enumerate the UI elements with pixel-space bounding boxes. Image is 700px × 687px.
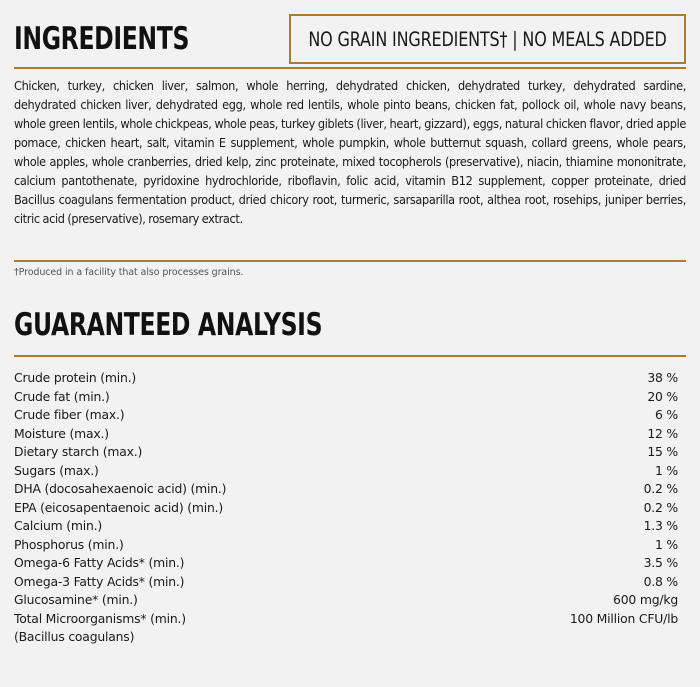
analysis-row — [14, 369, 678, 388]
nutrient-label: Moisture (max.) — [14, 425, 109, 441]
nutrient-label: Total Microorganisms* (min.) (Bacillus coagulans) — [14, 610, 186, 644]
divider-rule — [14, 67, 686, 69]
nutrient-value: 6 % — [655, 407, 678, 422]
nutrient-value: 12 % — [647, 425, 678, 441]
guaranteed-analysis-heading: GUARANTEED ANALYSIS — [14, 307, 323, 343]
analysis-row — [14, 573, 678, 592]
nutrient-label: Crude fiber (max.) — [14, 407, 125, 422]
analysis-row — [14, 406, 678, 425]
divider-rule — [14, 355, 686, 357]
analysis-row — [14, 517, 678, 536]
nutrient-value: 1 % — [655, 536, 678, 552]
nutrient-value: 600 mg/kg — [613, 592, 678, 607]
analysis-row — [14, 499, 678, 518]
analysis-row — [14, 443, 678, 462]
nutrient-label: Omega-6 Fatty Acids* (min.) — [14, 555, 185, 570]
claims-box — [289, 14, 686, 64]
analysis-row — [14, 462, 678, 481]
nutrient-value: 3.5 % — [643, 555, 678, 570]
nutrient-value: 0.8 % — [643, 573, 678, 589]
ingredients-list: Chicken, turkey, chicken liver, salmon, whole herring, dehydrated chicken, dehydrated turkey, dehydrated sardine, dehydrated chicken liver, dehydrated egg, whole red lentils, whole pinto beans, chicken fat, pollock oil, whole navy beans, whole green lentils, whole chickpeas, whole peas, turkey giblets (liver, heart, gizzard), eggs, natural chicken flavor, dried apple pomace, chicken heart, salt, vitamin E supplement, whole pumpkin, whole butternut squash, collard greens, whole pears, whole apples, whole cranberries, dried kelp, zinc proteinate, mixed tocopherols (preservative), niacin, thiamine mononitrate, calcium pantothenate, pyridoxine hydrochloride, riboflavin, folic acid, vitamin B12 supplement, copper proteinate, dried Bacillus coagulans fermentation product, dried chicory root, turmeric, sarsaparilla root, althea root, rosehips, juniper berries, citric acid (preservative), rosemary extract. — [14, 78, 686, 226]
nutrient-value: 0.2 % — [643, 481, 678, 496]
divider-rule — [14, 260, 686, 262]
nutrient-label: Crude fat (min.) — [14, 388, 110, 404]
analysis-row — [14, 591, 678, 610]
nutrient-label: Calcium (min.) — [14, 518, 102, 533]
analysis-row — [14, 554, 678, 573]
analysis-row — [14, 480, 678, 499]
nutrient-label: Crude protein (min.) — [14, 370, 136, 385]
nutrient-value: 1.3 % — [643, 518, 678, 533]
analysis-table — [14, 369, 678, 647]
nutrient-value: 100 Million CFU/lb — [569, 610, 678, 626]
analysis-row — [14, 388, 678, 407]
nutrient-label: Dietary starch (max.) — [14, 444, 143, 459]
analysis-row — [14, 536, 678, 555]
nutrient-label: Sugars (max.) — [14, 462, 99, 478]
nutrient-label: DHA (docosahexaenoic acid) (min.) — [14, 481, 227, 496]
facility-footnote: †Produced in a facility that also processes grains. — [14, 267, 244, 278]
claims-text: NO GRAIN INGREDIENTS† | NO MEALS ADDED — [308, 27, 667, 51]
nutrient-label: EPA (eicosapentaenoic acid) (min.) — [14, 499, 223, 515]
nutrient-value: 15 % — [647, 444, 678, 459]
nutrient-value: 1 % — [655, 462, 678, 478]
nutrient-value: 20 % — [647, 388, 678, 404]
ingredients-heading: INGREDIENTS — [14, 21, 190, 57]
nutrient-label: Omega-3 Fatty Acids* (min.) — [14, 573, 185, 589]
nutrient-label: Phosphorus (min.) — [14, 536, 124, 552]
nutrient-label: Glucosamine* (min.) — [14, 592, 138, 607]
analysis-row — [14, 425, 678, 444]
nutrient-value: 38 % — [647, 370, 678, 385]
analysis-row — [14, 610, 678, 647]
nutrient-value: 0.2 % — [643, 499, 678, 515]
